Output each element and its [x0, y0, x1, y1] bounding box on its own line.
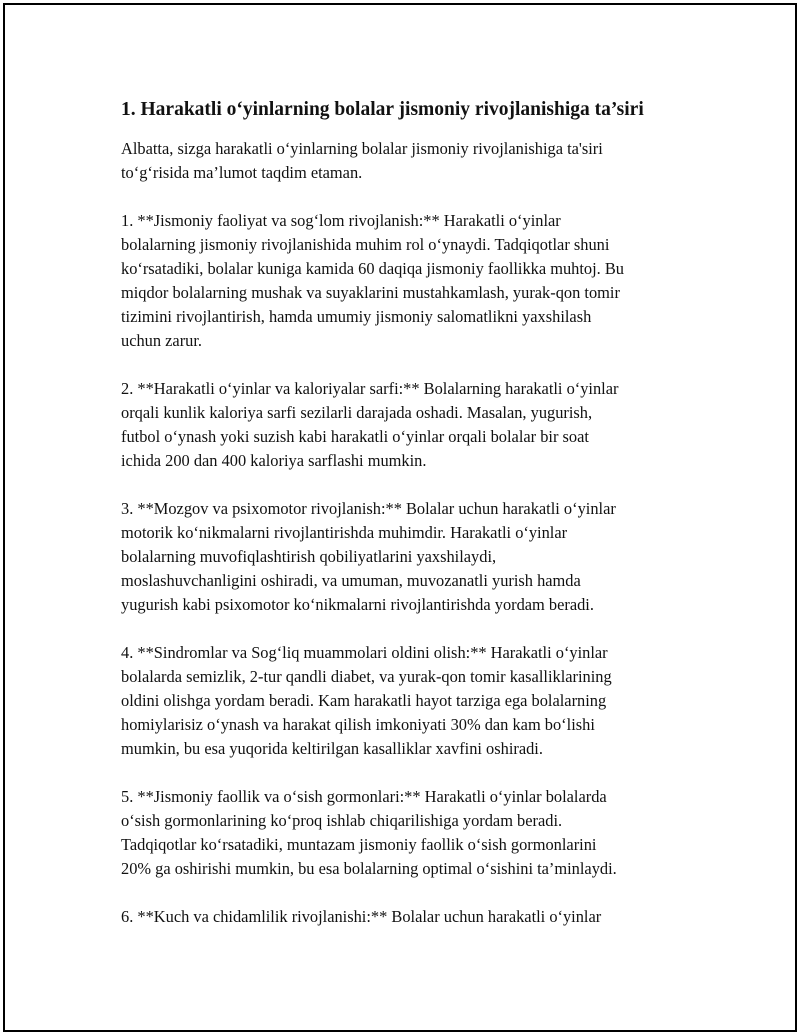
- text-line: moslashuvchanligini oshiradi, va umuman, muvozanatli yurish hamda: [121, 571, 581, 590]
- text-line: oldini olishga yordam beradi. Kam harakatli hayot tarziga ega bolalarning: [121, 691, 607, 710]
- text-line: yugurish kabi psixomotor ko‘nikmalarni rivojlantirishda yordam beradi.: [121, 595, 594, 614]
- text-line: 2. **Harakatli o‘yinlar va kaloriyalar sarfi:** Bolalarning harakatli o‘yinlar: [121, 379, 619, 398]
- text-line: bolalarning jismoniy rivojlanishida muhim rol o‘ynaydi. Tadqiqotlar shuni: [121, 235, 610, 254]
- text-line: 5. **Jismoniy faollik va o‘sish gormonlari:** Harakatli o‘yinlar bolalarda: [121, 787, 607, 806]
- text-line: motorik ko‘nikmalarni rivojlantirishda muhimdir. Harakatli o‘yinlar: [121, 523, 568, 542]
- paragraph: [121, 377, 691, 473]
- text-line: bolalarning muvofiqlashtirish qobiliyatlarini yaxshilaydi,: [121, 547, 497, 566]
- document-title: 1. Harakatli o‘yinlarning bolalar jismoniy rivojlanishiga ta’siri: [121, 99, 644, 120]
- text-line: o‘sish gormonlarining ko‘proq ishlab chiqarilishiga yordam beradi.: [121, 811, 563, 830]
- text-line: Tadqiqotlar ko‘rsatadiki, muntazam jismoniy faollik o‘sish gormonlarini: [121, 835, 597, 854]
- paragraph: [121, 641, 691, 761]
- text-line: 20% ga oshirishi mumkin, bu esa bolalarning optimal o‘sishini ta’minlaydi.: [121, 859, 617, 878]
- paragraph: [121, 785, 691, 881]
- text-line: 3. **Mozgov va psixomotor rivojlanish:** Bolalar uchun harakatli o‘yinlar: [121, 499, 616, 518]
- text-line: 1. **Jismoniy faoliyat va sog‘lom rivojlanish:** Harakatli o‘yinlar: [121, 211, 561, 230]
- text-line: orqali kunlik kaloriya sarfi sezilarli darajada oshadi. Masalan, yugurish,: [121, 403, 593, 422]
- text-line: bolalarda semizlik, 2-tur qandli diabet, va yurak-qon tomir kasalliklarining: [121, 667, 612, 686]
- paragraph-list: [121, 137, 691, 929]
- text-line: homiylarisiz o‘ynash va harakat qilish imkoniyati 30% dan kam bo‘lishi: [121, 715, 595, 734]
- document-body: [121, 97, 691, 953]
- paragraph: [121, 137, 691, 185]
- text-line: 6. **Kuch va chidamlilik rivojlanishi:** Bolalar uchun harakatli o‘yinlar: [121, 907, 602, 926]
- text-line: ichida 200 dan 400 kaloriya sarflashi mumkin.: [121, 451, 427, 470]
- paragraph: [121, 209, 691, 353]
- text-line: uchun zarur.: [121, 331, 203, 350]
- text-line: ko‘rsatadiki, bolalar kuniga kamida 60 daqiqa jismoniy faollikka muhtoj. Bu: [121, 259, 625, 278]
- text-line: miqdor bolalarning mushak va suyaklarini mustahkamlash, yurak-qon tomir: [121, 283, 620, 302]
- paragraph: [121, 905, 691, 929]
- text-line: tizimini rivojlantirish, hamda umumiy jismoniy salomatlikni yaxshilash: [121, 307, 592, 326]
- text-line: mumkin, bu esa yuqorida keltirilgan kasalliklar xavfini oshiradi.: [121, 739, 543, 758]
- text-line: futbol o‘ynash yoki suzish kabi harakatli o‘yinlar orqali bolalar bir soat: [121, 427, 589, 446]
- text-line: 4. **Sindromlar va Sog‘liq muammolari oldini olish:** Harakatli o‘yinlar: [121, 643, 608, 662]
- paragraph: [121, 497, 691, 617]
- page-frame: [3, 3, 797, 1032]
- text-line: Albatta, sizga harakatli o‘yinlarning bolalar jismoniy rivojlanishiga ta'siri: [121, 139, 603, 158]
- text-line: to‘g‘risida ma’lumot taqdim etaman.: [121, 163, 363, 182]
